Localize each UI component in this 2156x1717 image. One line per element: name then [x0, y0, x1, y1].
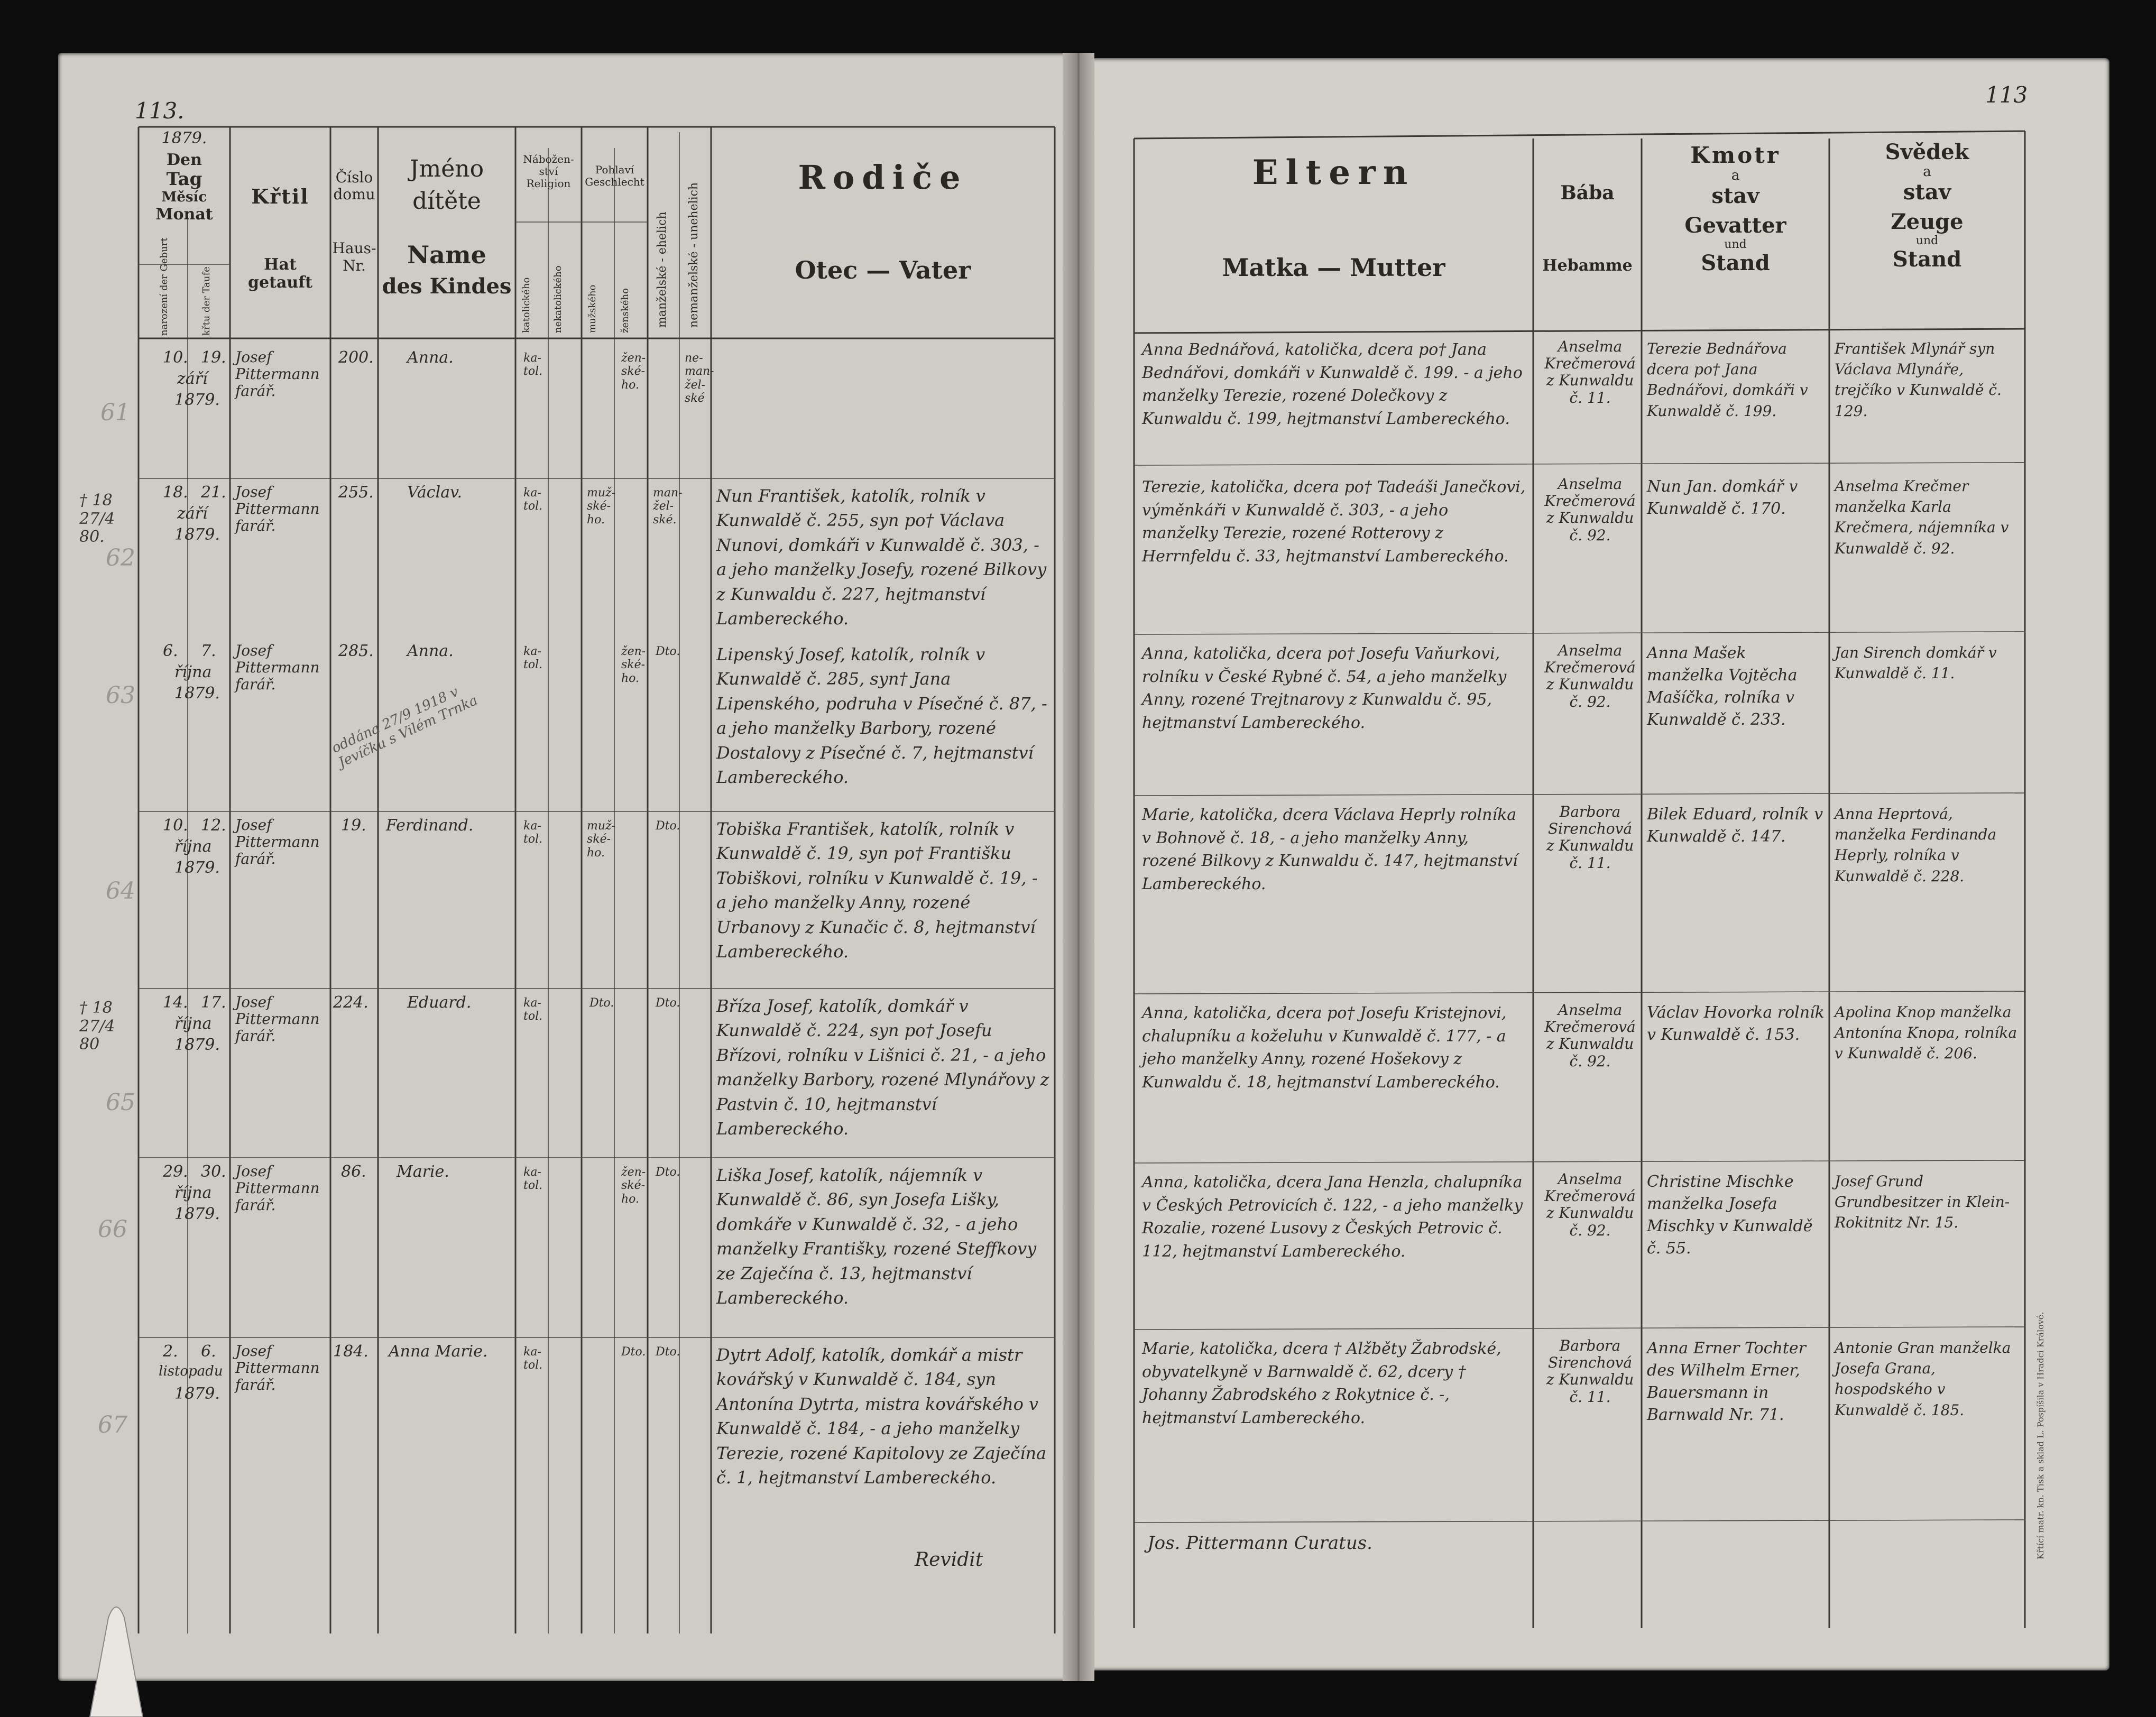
- entry-priest: Josef Pittermann farář.: [235, 993, 320, 1045]
- entry-sex-male: muž-ské-ho.: [587, 819, 616, 860]
- entry-witness: Antonie Gran manželka Josefa Grana, hospodského v Kunwaldě č. 185.: [1835, 1339, 2011, 1419]
- entry-month: listopadu: [159, 1363, 223, 1379]
- header-date: 1879. Den Tag Měsíc Monat: [139, 130, 230, 224]
- entry-priest: Josef Pittermann farář.: [235, 642, 320, 694]
- margin-entry-number: 64: [106, 878, 135, 904]
- header-parents-cz: Rodiče: [798, 158, 968, 197]
- right-page-number: 113: [1985, 82, 2028, 108]
- entry-born: 18.: [163, 483, 188, 502]
- entry-house: 255.: [338, 483, 374, 502]
- entry-mother: Anna Bednářová, katolička, dcera po† Jana Bednářovi, domkáři v Kunwaldě č. 199. - a jeho manželky Terezie, rozené Dolečkovy z Kunwaldu č. 199, hejtmanství Lambereckého.: [1142, 340, 1523, 428]
- entry-witness: Anna Heprtová, manželka Ferdinanda Heprly, rolníka v Kunwaldě č. 228.: [1835, 805, 1997, 885]
- margin-entry-number: 65: [106, 1089, 135, 1116]
- margin-entry-number: 66: [98, 1216, 127, 1243]
- entry-religion: ka-tol.: [523, 352, 543, 379]
- entry-year: 1879.: [174, 1205, 220, 1223]
- entry-year: 1879.: [174, 1384, 220, 1403]
- header-noncatholic: nekatolického: [552, 265, 564, 333]
- entry-witness: František Mlynář syn Václava Mlynáře, trejčíko v Kunwaldě č. 129.: [1835, 340, 2002, 420]
- entry-midwife: Anselma Krečmerová z Kunwaldu č. 92.: [1544, 1170, 1636, 1239]
- entry-father: Bříza Josef, katolík, domkář v Kunwaldě č. 224, syn po† Josefu Břízovi, rolníku v Lišnici č. 21, - a jeho manželky Barbory, rozené Mlynářovy z Pastvin č. 10, hejtmanství Lambereckého.: [716, 996, 1049, 1139]
- margin-entry-number: 63: [106, 682, 135, 709]
- curate-signature: Jos. Pittermann Curatus.: [1147, 1533, 1372, 1554]
- header-midwife: Bába Hebamme: [1542, 182, 1633, 275]
- entry-year: 1879.: [174, 859, 220, 877]
- margin-entry-number: 62: [106, 544, 135, 571]
- entry-godparent: Anna Erner Tochter des Wilhelm Erner, Bauersmann in Barnwald Nr. 71.: [1647, 1339, 1806, 1424]
- entry-father: Dytrt Adolf, katolík, domkář a mistr kovářský v Kunwaldě č. 184, syn Antonína Dytrta, mistra kovářského v Kunwaldě č. 184, - a jeho manželky Terezie, rozené Kapitolovy ze Zaječína č. 1, hejtmanství Lambereckého.: [716, 1345, 1047, 1488]
- entry-priest: Josef Pittermann farář.: [235, 1162, 320, 1214]
- revidit-note: Revidit: [915, 1549, 983, 1571]
- entry-midwife: Barbora Sirenchová z Kunwaldu č. 11.: [1546, 1337, 1634, 1406]
- entry-godparent: Václav Hovorka rolník v Kunwaldě č. 153.: [1647, 1003, 1825, 1044]
- death-note: † 18 27/4 80.: [79, 491, 115, 546]
- entry-father: Lipenský Josef, katolík, rolník v Kunwaldě č. 285, syn† Jana Lipenského, podruha v Písečné č. 87, - a jeho manželky Barbory, rozené Dostalovy z Písečné č. 7, hejtmanství Lambereckého.: [716, 644, 1047, 787]
- header-witness: Svědek a stav Zeuge und Stand: [1885, 140, 1969, 272]
- header-female: ženského: [620, 288, 631, 333]
- entry-midwife: Anselma Krečmerová z Kunwaldu č. 92.: [1544, 642, 1636, 710]
- entry-religion: ka-tol.: [523, 819, 543, 846]
- entry-mother: Anna, katolička, dcera po† Josefu Kristejnovi, chalupníku a koželuhu v Kunwaldě č. 177, - a jeho manželky Anny, rozené Hošekovy z Kunwaldu č. 18, hejtmanství Lambereckého.: [1142, 1004, 1507, 1092]
- entry-year: 1879.: [174, 1036, 220, 1054]
- entry-religion: ka-tol.: [523, 1345, 543, 1372]
- entry-sex-male: muž-ské-ho.: [587, 486, 616, 527]
- entry-sex-male: Dto.: [589, 996, 614, 1010]
- entry-child-name: Anna Marie.: [389, 1342, 488, 1361]
- header-mother: Matka — Mutter: [1222, 253, 1445, 282]
- death-note: † 18 27/4 80: [79, 999, 115, 1054]
- entry-religion: ka-tol.: [523, 996, 543, 1023]
- entry-child-name: Marie.: [397, 1162, 449, 1181]
- entry-godparent: Christine Mischke manželka Josefa Mischky v Kunwaldě č. 55.: [1647, 1173, 1813, 1258]
- entry-sex-female: žen-ské-ho.: [621, 1166, 646, 1206]
- header-parents-de: Eltern: [1252, 153, 1415, 192]
- entry-godparent: Anna Mašek manželka Vojtěcha Mašíčka, rolníka v Kunwaldě č. 233.: [1647, 644, 1798, 729]
- entry-legit: Dto.: [656, 1166, 680, 1179]
- entry-midwife: Barbora Sirenchová z Kunwaldu č. 11.: [1546, 803, 1634, 872]
- entry-month: září: [177, 504, 208, 523]
- entry-legit: Dto.: [656, 1345, 680, 1359]
- entry-child-name: Anna.: [407, 642, 454, 660]
- entry-witness: Josef Grund Grundbesitzer in Klein-Rokitnitz Nr. 15.: [1835, 1173, 2010, 1232]
- entry-midwife: Anselma Krečmerová z Kunwaldu č. 92.: [1544, 475, 1636, 544]
- entry-house: 19.: [341, 816, 366, 835]
- entry-father: Nun František, katolík, rolník v Kunwaldě č. 255, syn po† Václava Nunovi, domkáři v Kunwaldě č. 303, - a jeho manželky Josefy, rozené Bilkovy z Kunwaldu č. 227, hejtmanství Lambereckého.: [716, 486, 1047, 629]
- entry-midwife: Anselma Krečmerová z Kunwaldu č. 11.: [1544, 338, 1636, 407]
- entry-born: 10.: [163, 348, 188, 367]
- left-page-number: 113.: [135, 98, 185, 124]
- entry-baptized: 7.: [201, 642, 216, 660]
- entry-sex-female: žen-ské-ho.: [621, 352, 646, 392]
- entry-baptized: 19.: [201, 348, 226, 367]
- entry-mother: Anna, katolička, dcera Jana Henzla, chalupníka v Českých Petrovicích č. 122, - a jeho manželky Rozalie, rozené Lusovy z Českých Petrovic č. 112, hejtmanství Lambereckého.: [1142, 1173, 1523, 1261]
- entry-mother: Marie, katolička, dcera Václava Heprly rolníka v Bohnově č. 18, - a jeho manželky Anny, rozené Bilkovy z Kunwaldu č. 147, hejtmanství Lambereckého.: [1142, 806, 1518, 893]
- entry-house: 224.: [333, 993, 368, 1012]
- header-father: Otec — Vater: [795, 256, 971, 284]
- entry-illegit: ne-man-žel-ské: [685, 352, 714, 405]
- entry-godparent: Terezie Bednářova dcera po† Jana Bednářovi, domkáři v Kunwaldě č. 199.: [1647, 340, 1808, 420]
- entry-priest: Josef Pittermann farář.: [235, 816, 320, 868]
- entry-baptized: 17.: [201, 993, 226, 1012]
- entry-child-name: Eduard.: [407, 993, 472, 1012]
- header-catholic: katolického: [521, 277, 532, 333]
- header-illegitimate: nemanželské - unehelich: [687, 182, 701, 328]
- entry-mother: Anna, katolička, dcera po† Josefu Vaňurkovi, rolníku v České Rybné č. 54, a jeho manželky Anny, rozené Trejtnarovy z Kunwaldu č. 95, hejtmanství Lambereckého.: [1142, 644, 1507, 732]
- entry-born: 29.: [163, 1162, 188, 1181]
- entry-side-note: oddána 27/9 1918 v Jevíčku s Vilém Trnka: [329, 684, 481, 771]
- entry-godparent: Nun Jan. domkář v Kunwaldě č. 170.: [1647, 477, 1798, 518]
- entry-baptized: 21.: [201, 483, 226, 502]
- entry-house: 285.: [338, 642, 374, 660]
- entry-witness: Apolina Knop manželka Antonína Knopa, rolníka v Kunwaldě č. 206.: [1835, 1003, 2017, 1063]
- header-legitimate: manželské - ehelich: [656, 211, 669, 328]
- entry-priest: Josef Pittermann farář.: [235, 483, 320, 535]
- entry-legit: man-žel-ské.: [653, 486, 683, 527]
- header-baptized-by: Křtil Hat getauft: [248, 184, 312, 292]
- entry-child-name: Ferdinand.: [386, 816, 474, 835]
- entry-religion: ka-tol.: [523, 645, 543, 672]
- entry-legit: Dto.: [656, 819, 680, 833]
- entry-religion: ka-tol.: [523, 486, 543, 513]
- entry-mother: Marie, katolička, dcera † Alžběty Žabrodské, obyvatelkyně v Barnwaldě č. 62, dcery † Johanny Žabrodského z Rokytnice č. -, hejtmanství Lambereckého.: [1142, 1340, 1501, 1427]
- entry-month: října: [174, 837, 212, 856]
- entry-year: 1879.: [174, 391, 220, 409]
- entry-month: září: [177, 370, 208, 388]
- header-sex: Pohlaví Geschlecht: [585, 163, 644, 188]
- entry-legit: Dto.: [656, 996, 680, 1010]
- entry-baptized: 30.: [201, 1162, 226, 1181]
- header-child-name: Jméno dítěte Name des Kindes: [382, 155, 512, 299]
- entry-month: října: [174, 663, 212, 681]
- entry-baptized: 6.: [201, 1342, 216, 1361]
- entry-year: 1879.: [174, 525, 220, 544]
- entry-year: 1879.: [174, 684, 220, 703]
- entry-sex-female: žen-ské-ho.: [621, 645, 646, 685]
- margin-entry-number: 67: [98, 1411, 127, 1438]
- entry-house: 200.: [338, 348, 374, 367]
- header-baptism: křtu der Taufe: [201, 266, 212, 336]
- entry-born: 10.: [163, 816, 188, 835]
- entry-mother: Terezie, katolička, dcera po† Tadeáši Janečkovi, výměnkáři v Kunwaldě č. 303, - a jeho manželky Terezie, rozené Rotterovy z Herrnfeldu č. 33, hejtmanství Lambereckého.: [1142, 478, 1526, 566]
- header-born: narození der Geburt: [159, 237, 170, 336]
- entry-born: 2.: [163, 1342, 178, 1361]
- entry-baptized: 12.: [201, 816, 226, 835]
- header-house: Číslo domu Haus-Nr.: [332, 169, 376, 274]
- page-corner-weight: [79, 1596, 153, 1717]
- entry-priest: Josef Pittermann farář.: [235, 348, 320, 400]
- entry-priest: Josef Pittermann farář.: [235, 1342, 320, 1394]
- entry-month: října: [174, 1014, 212, 1033]
- printer-note: Křtící matr. kn. Tisk a sklad L. Pospíšila v Hradci Králové.: [2035, 1312, 2046, 1559]
- entry-godparent: Bilek Eduard, rolník v Kunwaldě č. 147.: [1647, 805, 1823, 846]
- entry-month: října: [174, 1184, 212, 1202]
- entry-born: 6.: [163, 642, 178, 660]
- entry-midwife: Anselma Krečmerová z Kunwaldu č. 92.: [1544, 1001, 1636, 1070]
- entry-religion: ka-tol.: [523, 1166, 543, 1193]
- entry-father: Liška Josef, katolík, nájemník v Kunwaldě č. 86, syn Josefa Lišky, domkáře v Kunwaldě č. 32, - a jeho manželky Františky, rozené Steffkovy ze Zaječína č. 13, hejtmanství Lambereckého.: [716, 1165, 1037, 1308]
- entry-born: 14.: [163, 993, 188, 1012]
- entry-child-name: Václav.: [407, 483, 463, 502]
- header-year: 1879.: [161, 129, 207, 147]
- margin-entry-number: 61: [100, 399, 130, 426]
- header-godparent: Kmotr a stav Gevatter und Stand: [1684, 142, 1786, 276]
- entry-father: Tobiška František, katolík, rolník v Kunwaldě č. 19, syn po† Františku Tobiškovi, rolníku v Kunwaldě č. 19, - a jeho manželky Anny, rozené Urbanovy z Kunačic č. 8, hejtmanství Lambereckého.: [716, 819, 1038, 962]
- entry-witness: Anselma Krečmer manželka Karla Krečmera, nájemníka v Kunwaldě č. 92.: [1835, 477, 2009, 557]
- header-religion: Nábožen-ství Religion: [523, 153, 574, 190]
- entry-house: 184.: [333, 1342, 368, 1361]
- header-male: mužského: [587, 284, 598, 333]
- entry-house: 86.: [341, 1162, 366, 1181]
- entry-child-name: Anna.: [407, 348, 454, 367]
- entry-witness: Jan Sirench domkář v Kunwaldě č. 11.: [1835, 644, 1997, 682]
- entry-sex-female: Dto.: [621, 1345, 646, 1359]
- entry-legit: Dto.: [656, 645, 680, 658]
